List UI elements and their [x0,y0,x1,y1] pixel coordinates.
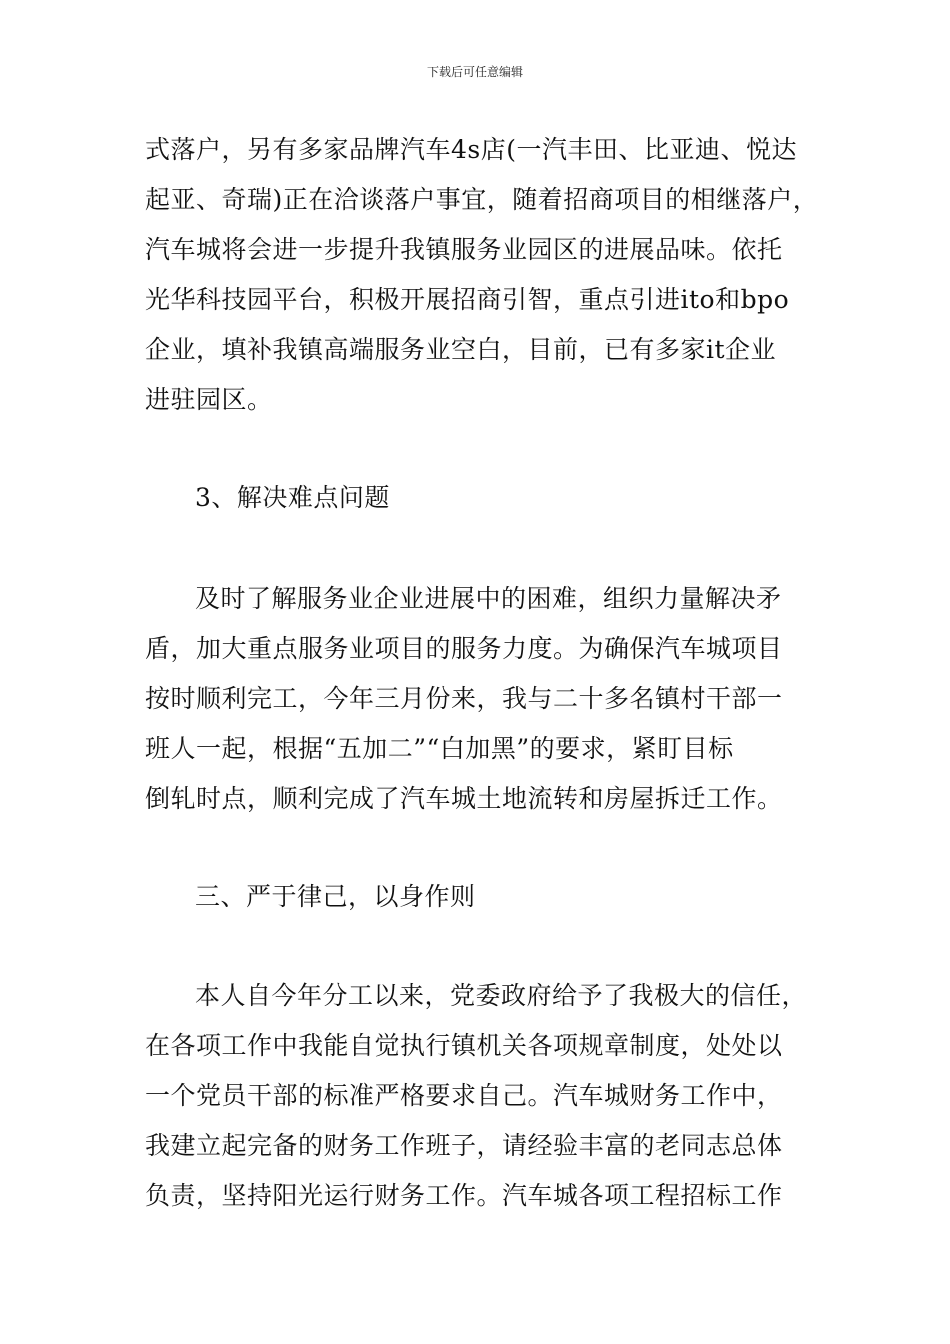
text-line: 一个党员干部的标准严格要求自己。汽车城财务工作中， [145,1081,783,1110]
section-heading-self-discipline [145,872,815,922]
text-line: 在各项工作中我能自觉执行镇机关各项规章制度，处处以 [145,1031,783,1060]
page-header-note: 下载后可任意编辑 [426,65,523,79]
text-line: 起亚、奇瑞)正在洽谈落户事宜，随着招商项目的相继落户， [145,185,819,214]
text-line: 本人自今年分工以来，党委政府给予了我极大的信任， [195,981,808,1010]
text-line: 我建立起完备的财务工作班子，请经验丰富的老同志总体 [145,1131,783,1160]
text-line: 倒轧时点，顺利完成了汽车城土地流转和房屋拆迁工作。 [145,784,783,813]
text-line: 按时顺利完工，今年三月份来，我与二十多名镇村干部一 [145,684,783,713]
heading-text: 三、严于律己，以身作则 [195,882,476,911]
paragraph-difficulties [145,574,815,824]
text-line: 进驻园区。 [145,385,273,414]
text-line: 负责，坚持阳光运行财务工作。汽车城各项工程招标工作 [145,1181,783,1210]
text-line: 企业，填补我镇高端服务业空白，目前，已有多家it企业 [145,335,777,364]
text-line: 光华科技园平台，积极开展招商引智，重点引进ito和bpo [145,285,790,314]
paragraph-self-discipline [145,971,815,1221]
text-line: 式落户，另有多家品牌汽车4s店(一汽丰田、比亚迪、悦达 [145,135,797,164]
heading-text: 3、解决难点问题 [195,483,390,512]
text-line: 汽车城将会进一步提升我镇服务业园区的进展品味。依托 [145,235,783,264]
paragraph-investment [145,125,819,425]
text-line: 盾，加大重点服务业项目的服务力度。为确保汽车城项目 [145,634,783,663]
text-line: 班人一起，根据“五加二”“白加黑”的要求，紧盯目标 [145,734,734,763]
text-line: 及时了解服务业企业进展中的困难，组织力量解决矛 [195,584,782,613]
section-heading-difficulties [145,473,815,523]
